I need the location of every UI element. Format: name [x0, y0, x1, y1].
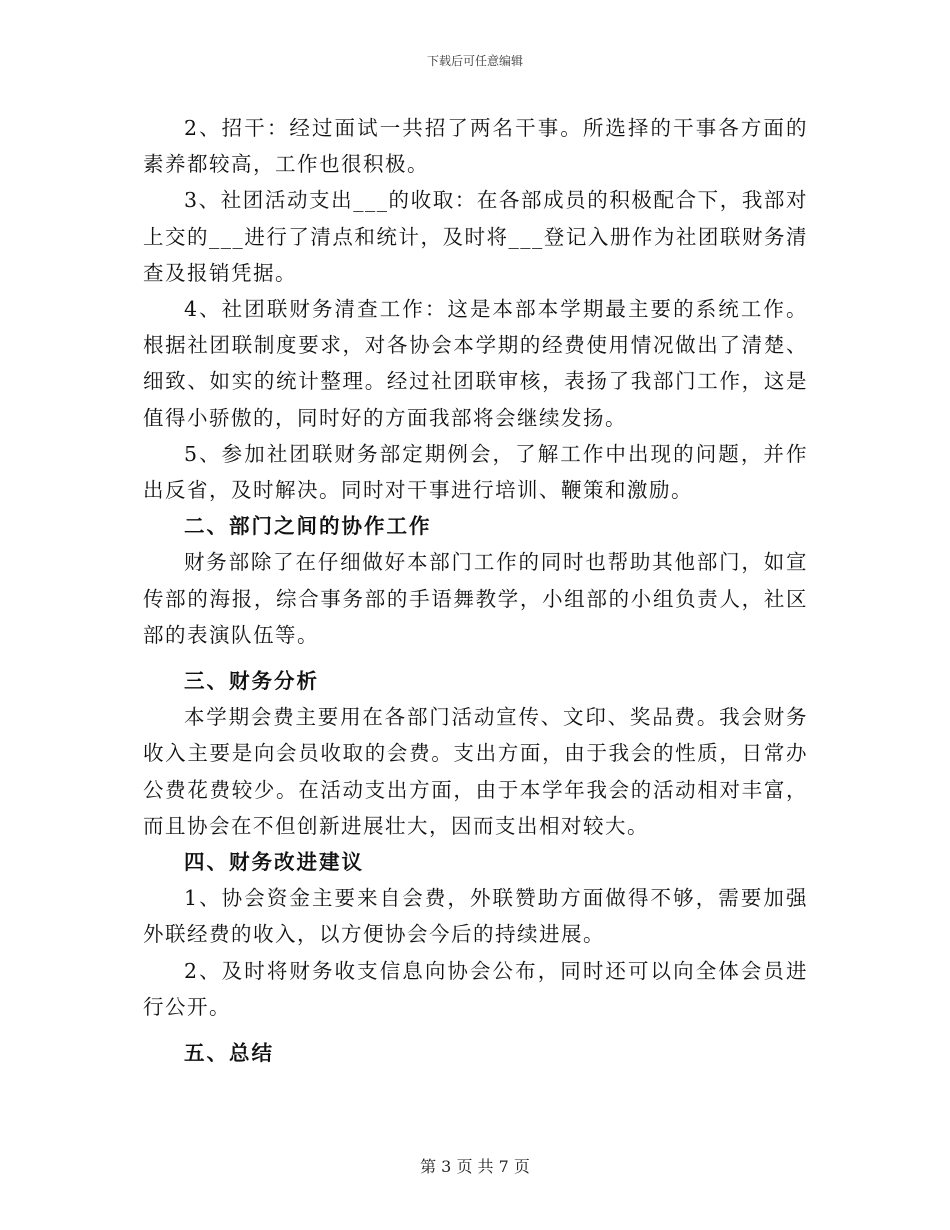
paragraph-fee-collection: 3、社团活动支出___的收取：在各部成员的积极配合下，我部对上交的___进行了清点和统计，及时将___登记入册作为社团联财务清查及报销凭据。: [143, 188, 808, 285]
paragraph-improvement-2: 2、及时将财务收支信息向协会公布，同时还可以向全体会员进行公开。: [143, 958, 808, 1019]
paragraph-financial-audit: 4、社团联财务清查工作：这是本部本学期最主要的系统工作。根据社团联制度要求，对各协会本学期的经费使用情况做出了清楚、细致、如实的统计整理。经过社团联审核，表扬了我部门工作，这是值得小骄傲的，同时好的方面我部将会继续发扬。: [143, 297, 808, 430]
section-heading-cooperation: 二、部门之间的协作工作: [184, 514, 432, 539]
paragraph-regular-meetings: 5、参加社团联财务部定期例会，了解工作中出现的问题，并作出反省，及时解决。同时对干事进行培训、鞭策和激励。: [143, 441, 808, 503]
paragraph-cooperation: 财务部除了在仔细做好本部门工作的同时也帮助其他部门，如宣传部的海报，综合事务部的手语舞教学，小组部的小组负责人，社区部的表演队伍等。: [143, 550, 808, 647]
paragraph-improvement-1: 1、协会资金主要来自会费，外联赞助方面做得不够，需要加强外联经费的收入，以方便协会今后的持续进展。: [143, 886, 808, 947]
page-footer-number: 第 3 页 共 7 页: [420, 1157, 530, 1176]
section-heading-financial-analysis: 三、财务分析: [184, 669, 319, 694]
section-heading-improvements: 四、财务改进建议: [184, 850, 364, 875]
section-heading-summary: 五、总结: [184, 1041, 274, 1066]
document-body: [143, 110, 808, 1071]
paragraph-financial-analysis: 本学期会费主要用在各部门活动宣传、文印、奖品费。我会财务收入主要是向会员收取的会费。支出方面，由于我会的性质，日常办公费花费较少。在活动支出方面，由于本学年我会的活动相对丰富，而且协会在不但创新进展壮大，因而支出相对较大。: [143, 705, 808, 838]
page-header-note: 下载后可任意编辑: [426, 54, 523, 68]
paragraph-recruitment: 2、招干：经过面试一共招了两名干事。所选择的干事各方面的素养都较高，工作也很积极。: [143, 116, 808, 177]
